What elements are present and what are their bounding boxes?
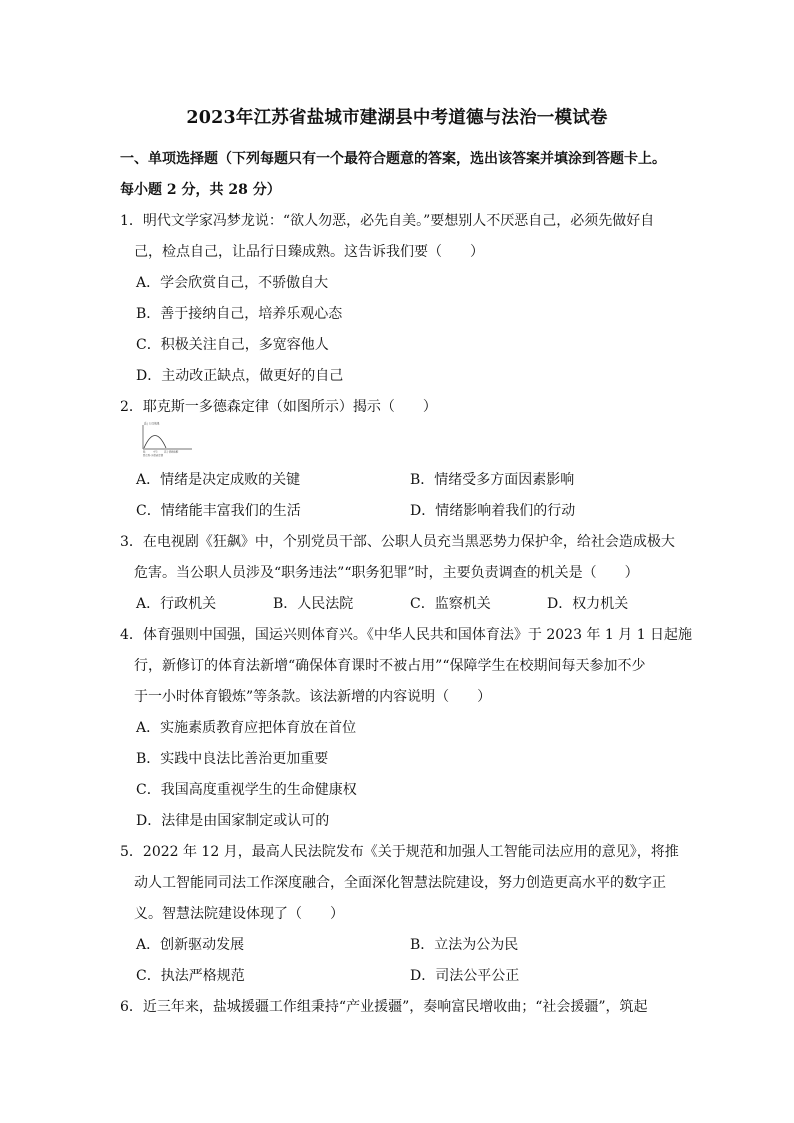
figure-curve xyxy=(144,436,166,449)
question-1-line-2: 己，检点自己，让品行日臻成熟。这告诉我们要（ ） xyxy=(134,244,484,260)
question-6-line-1: 6．近三年来，盐城援疆工作组秉持“产业援疆”，奏响富民增收曲；“社会援疆”，筑起 xyxy=(120,999,648,1015)
question-2-option-a: A．情绪是决定成败的关键 xyxy=(136,472,301,488)
yerkes-dodson-figure xyxy=(140,421,196,457)
section-heading-line-1: 一、单项选择题（下列每题只有一个最符合题意的答案，选出该答案并填涂到答题卡上。 xyxy=(120,151,666,167)
question-5-line-3: 义。智慧法院建设体现了（ ） xyxy=(134,906,344,922)
page-title: 2023年江苏省盐城市建湖县中考道德与法治一模试卷 xyxy=(186,108,608,128)
question-2-option-d: D．情绪影响着我们的行动 xyxy=(410,503,576,519)
question-1-option-c: C．积极关注自己，多宽容他人 xyxy=(136,337,329,353)
question-2-option-c: C．情绪能丰富我们的生活 xyxy=(136,503,301,519)
question-5-option-b: B．立法为公为民 xyxy=(410,937,519,953)
question-4-line-3: 于一小时体育锻炼”等条款。该法新增的内容说明（ ） xyxy=(134,689,492,705)
question-3-option-d: D．权力机关 xyxy=(547,596,629,612)
question-4-line-1: 4．体育强则中国强，国运兴则体育兴。《中华人民共和国体育法》于 2023 年 1 月 1 日起施 xyxy=(120,627,693,643)
question-1-option-b: B．善于接纳自己，培养乐观心态 xyxy=(136,306,343,322)
question-4-line-2: 行，新修订的体育法新增“确保体育课时不被占用”“保障学生在校期间每天参加不少 xyxy=(134,658,646,674)
question-1-line-1: 1．明代文学家冯梦龙说：“欲人勿恶，必先自美。”要想别人不厌恶自己，必须先做好自 xyxy=(120,213,655,229)
question-4-option-a: A．实施素质教育应把体育放在首位 xyxy=(136,720,357,736)
question-1-option-d: D．主动改正缺点，做更好的自己 xyxy=(136,368,344,384)
question-5-option-d: D．司法公平公正 xyxy=(410,968,520,984)
question-3-option-a: A．行政机关 xyxy=(136,596,217,612)
question-3-line-1: 3．在电视剧《狂飙》中，个别党员干部、公职人员充当黑恶势力保护伞，给社会造成极大 xyxy=(120,534,675,550)
question-2-option-b: B．情绪受多方面因素影响 xyxy=(410,472,575,488)
question-3-option-b: B．人民法院 xyxy=(273,596,354,612)
question-5-line-1: 5．2022 年 12 月，最高人民法院发布《关于规范和加强人工智能司法应用的意见》，将推 xyxy=(120,844,679,860)
question-4-option-d: D．法律是由国家制定或认可的 xyxy=(136,813,330,829)
figure-x-label-mid: 中等 xyxy=(153,450,158,454)
question-3-line-2: 危害。当公职人员涉及“职务违法”“职务犯罪”时，主要负责调查的机关是（ ） xyxy=(134,565,639,581)
question-5-option-c: C．执法严格规范 xyxy=(136,968,245,984)
question-2-line-1: 2．耶克斯一多德森定律（如图所示）揭示（ ） xyxy=(120,399,437,415)
question-3-option-c: C．监察机关 xyxy=(410,596,491,612)
question-4-option-c: C．我国高度重视学生的生命健康权 xyxy=(136,782,357,798)
figure-x-label-low: 低 xyxy=(143,450,146,454)
question-5-option-a: A．创新驱动发展 xyxy=(136,937,245,953)
question-5-line-2: 动人工智能同司法工作深度融合，全面深化智慧法院建设，努力创造更高水平的数字正 xyxy=(134,875,666,891)
figure-caption: 耶克斯-多德森定律 xyxy=(143,454,163,457)
question-4-option-b: B．实践中良法比善治更加重要 xyxy=(136,751,329,767)
section-heading-line-2: 每小题 2 分，共 28 分） xyxy=(120,182,281,198)
figure-x-label-high: 高 | 情绪唤醒 xyxy=(164,450,179,454)
question-1-option-a: A．学会欣赏自己，不骄傲自大 xyxy=(136,275,329,291)
figure-y-label: 高 | 行为效果 xyxy=(144,422,160,426)
